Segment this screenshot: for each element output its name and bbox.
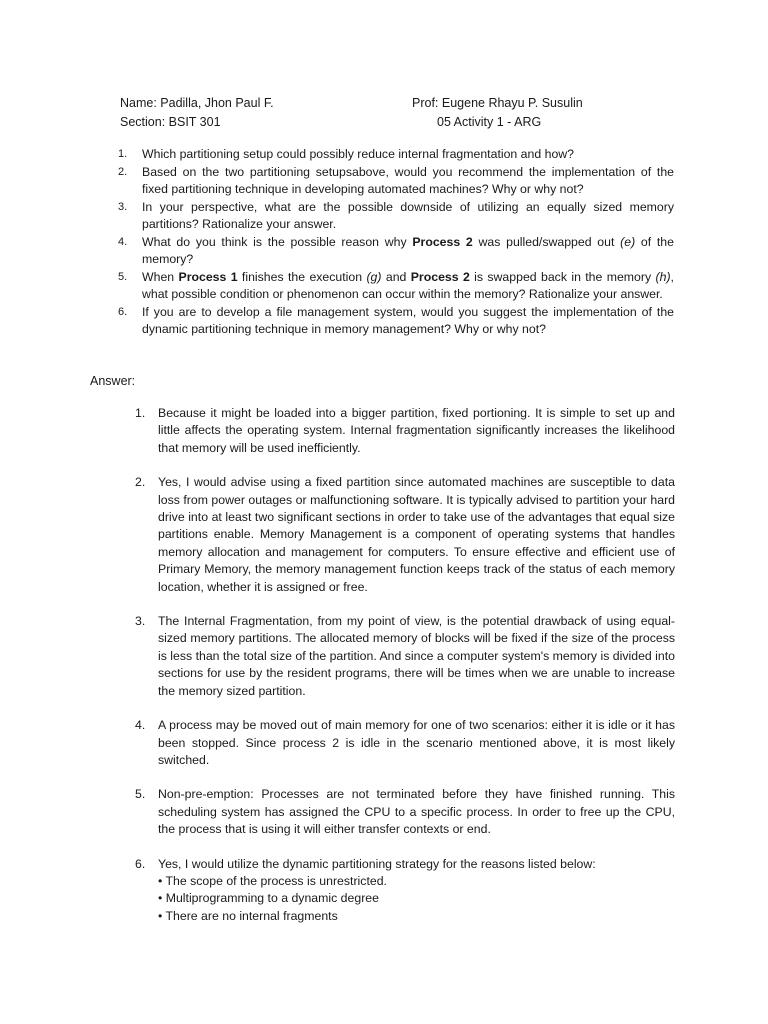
question-text: In your perspective, what are the possible downside of utilizing an equally sized memory partitions? Rationalize your answer.	[142, 199, 674, 231]
student-section: Section: BSIT 301	[120, 115, 221, 129]
question-item	[118, 269, 674, 304]
answer-list	[135, 405, 675, 942]
step-label: (h)	[655, 269, 671, 284]
question-number: 5.	[118, 270, 128, 283]
answer-item	[135, 474, 675, 596]
question-text-segment: , what possible condition or phenomenon can occur within the memory? Rationalize your answer.	[142, 269, 674, 301]
answer-item	[135, 613, 675, 700]
question-text	[142, 234, 674, 269]
question-item	[118, 199, 674, 234]
answer-item	[135, 856, 675, 926]
question-text: If you are to develop a file management system, would you suggest the implementation of the dynamic partitioning technique in memory management? Why or why not?	[142, 304, 674, 336]
answer-text	[158, 856, 675, 926]
question-item	[118, 304, 674, 339]
bullet-item: • There are no internal fragments	[158, 908, 338, 923]
question-text-segment: was pulled/swapped out	[472, 234, 621, 249]
bullet-item: • The scope of the process is unrestricted.	[158, 873, 387, 888]
step-label: (e)	[620, 234, 636, 249]
step-label: (g)	[366, 269, 382, 284]
question-text: Based on the two partitioning setupsabove, would you recommend the implementation of the fixed partitioning technique in developing automated machines? Why or why not?	[142, 164, 674, 196]
answer-number: 1.	[135, 406, 146, 420]
bullet-item: • Multiprogramming to a dynamic degree	[158, 891, 379, 906]
question-text-segment: is swapped back in the memory	[469, 269, 656, 284]
question-number: 3.	[118, 200, 128, 213]
question-text-segment: and	[381, 269, 411, 284]
question-text	[142, 269, 674, 304]
answer-text: A process may be moved out of main memory for one of two scenarios: either it is idle or it has been stopped. Since process 2 is idle in the scenario mentioned above, it is most likely switched.	[158, 718, 675, 767]
question-list	[118, 146, 674, 339]
question-text-segment: What do you think is the possible reason why	[142, 234, 413, 249]
answer-text: Non-pre-emption: Processes are not terminated before they have finished running. This scheduling system has assigned the CPU to a specific process. In order to free up the CPU, the process that is using it will either transfer contexts or end.	[158, 787, 675, 837]
answer-number: 3.	[135, 614, 146, 629]
answer-item	[135, 405, 675, 457]
question-text: Which partitioning setup could possibly reduce internal fragmentation and how?	[142, 147, 575, 161]
answer-intro: Yes, I would utilize the dynamic partitioning strategy for the reasons listed below:	[158, 856, 596, 871]
activity-title: 05 Activity 1 - ARG	[437, 115, 542, 129]
student-info	[120, 94, 380, 132]
question-item	[118, 146, 674, 164]
process-label: Process 2	[410, 269, 470, 284]
process-label: Process 2	[412, 234, 473, 249]
question-text-segment: When	[142, 269, 179, 284]
process-label: Process 1	[178, 269, 238, 284]
answer-number: 5.	[135, 787, 146, 802]
question-text-segment: finishes the execution	[237, 269, 367, 284]
answer-text: Yes, I would advise using a fixed partition since automated machines are susceptible to data loss from power outages or malfunctioning software. It is typically advised to partition your hard drive into at least two significant sections in order to take use of the advantages that equal size partitions enable. Memory Management is a component of operating systems that handles memory allocation and management for computers. To ensure effective and efficient use of Primary Memory, the memory management function keeps track of the status of each memory location, whether it is assigned or free.	[158, 475, 675, 594]
answer-heading: Answer:	[90, 374, 136, 388]
question-text-segment: of the memory?	[142, 234, 674, 266]
question-number: 1.	[118, 148, 128, 160]
question-number: 6.	[118, 305, 128, 318]
answer-number: 4.	[135, 718, 146, 733]
question-item	[118, 164, 674, 199]
question-number: 4.	[118, 235, 128, 248]
answer-item	[135, 717, 675, 769]
question-number: 2.	[118, 165, 128, 178]
answer-item	[135, 786, 675, 838]
question-item	[118, 234, 674, 269]
answer-text: Because it might be loaded into a bigger partition, fixed portioning. It is simple to set up and little affects the operating system. Internal fragmentation significantly increases the likelihood that memory will be used inefficiently.	[158, 406, 675, 455]
answer-number: 2.	[135, 475, 146, 490]
answer-text: The Internal Fragmentation, from my point of view, is the potential drawback of using equal-sized memory partitions. The allocated memory of blocks will be fixed if the size of the process is less than the total size of the partition. And since a computer system's memory is divided into sections for use by the resident programs, there will be times when we are unable to increase the memory sized partition.	[158, 614, 676, 698]
student-name: Name: Padilla, Jhon Paul F.	[120, 96, 274, 110]
professor-name: Prof: Eugene Rhayu P. Susulin	[412, 96, 583, 110]
course-info	[412, 94, 672, 132]
answer-number: 6.	[135, 856, 146, 871]
